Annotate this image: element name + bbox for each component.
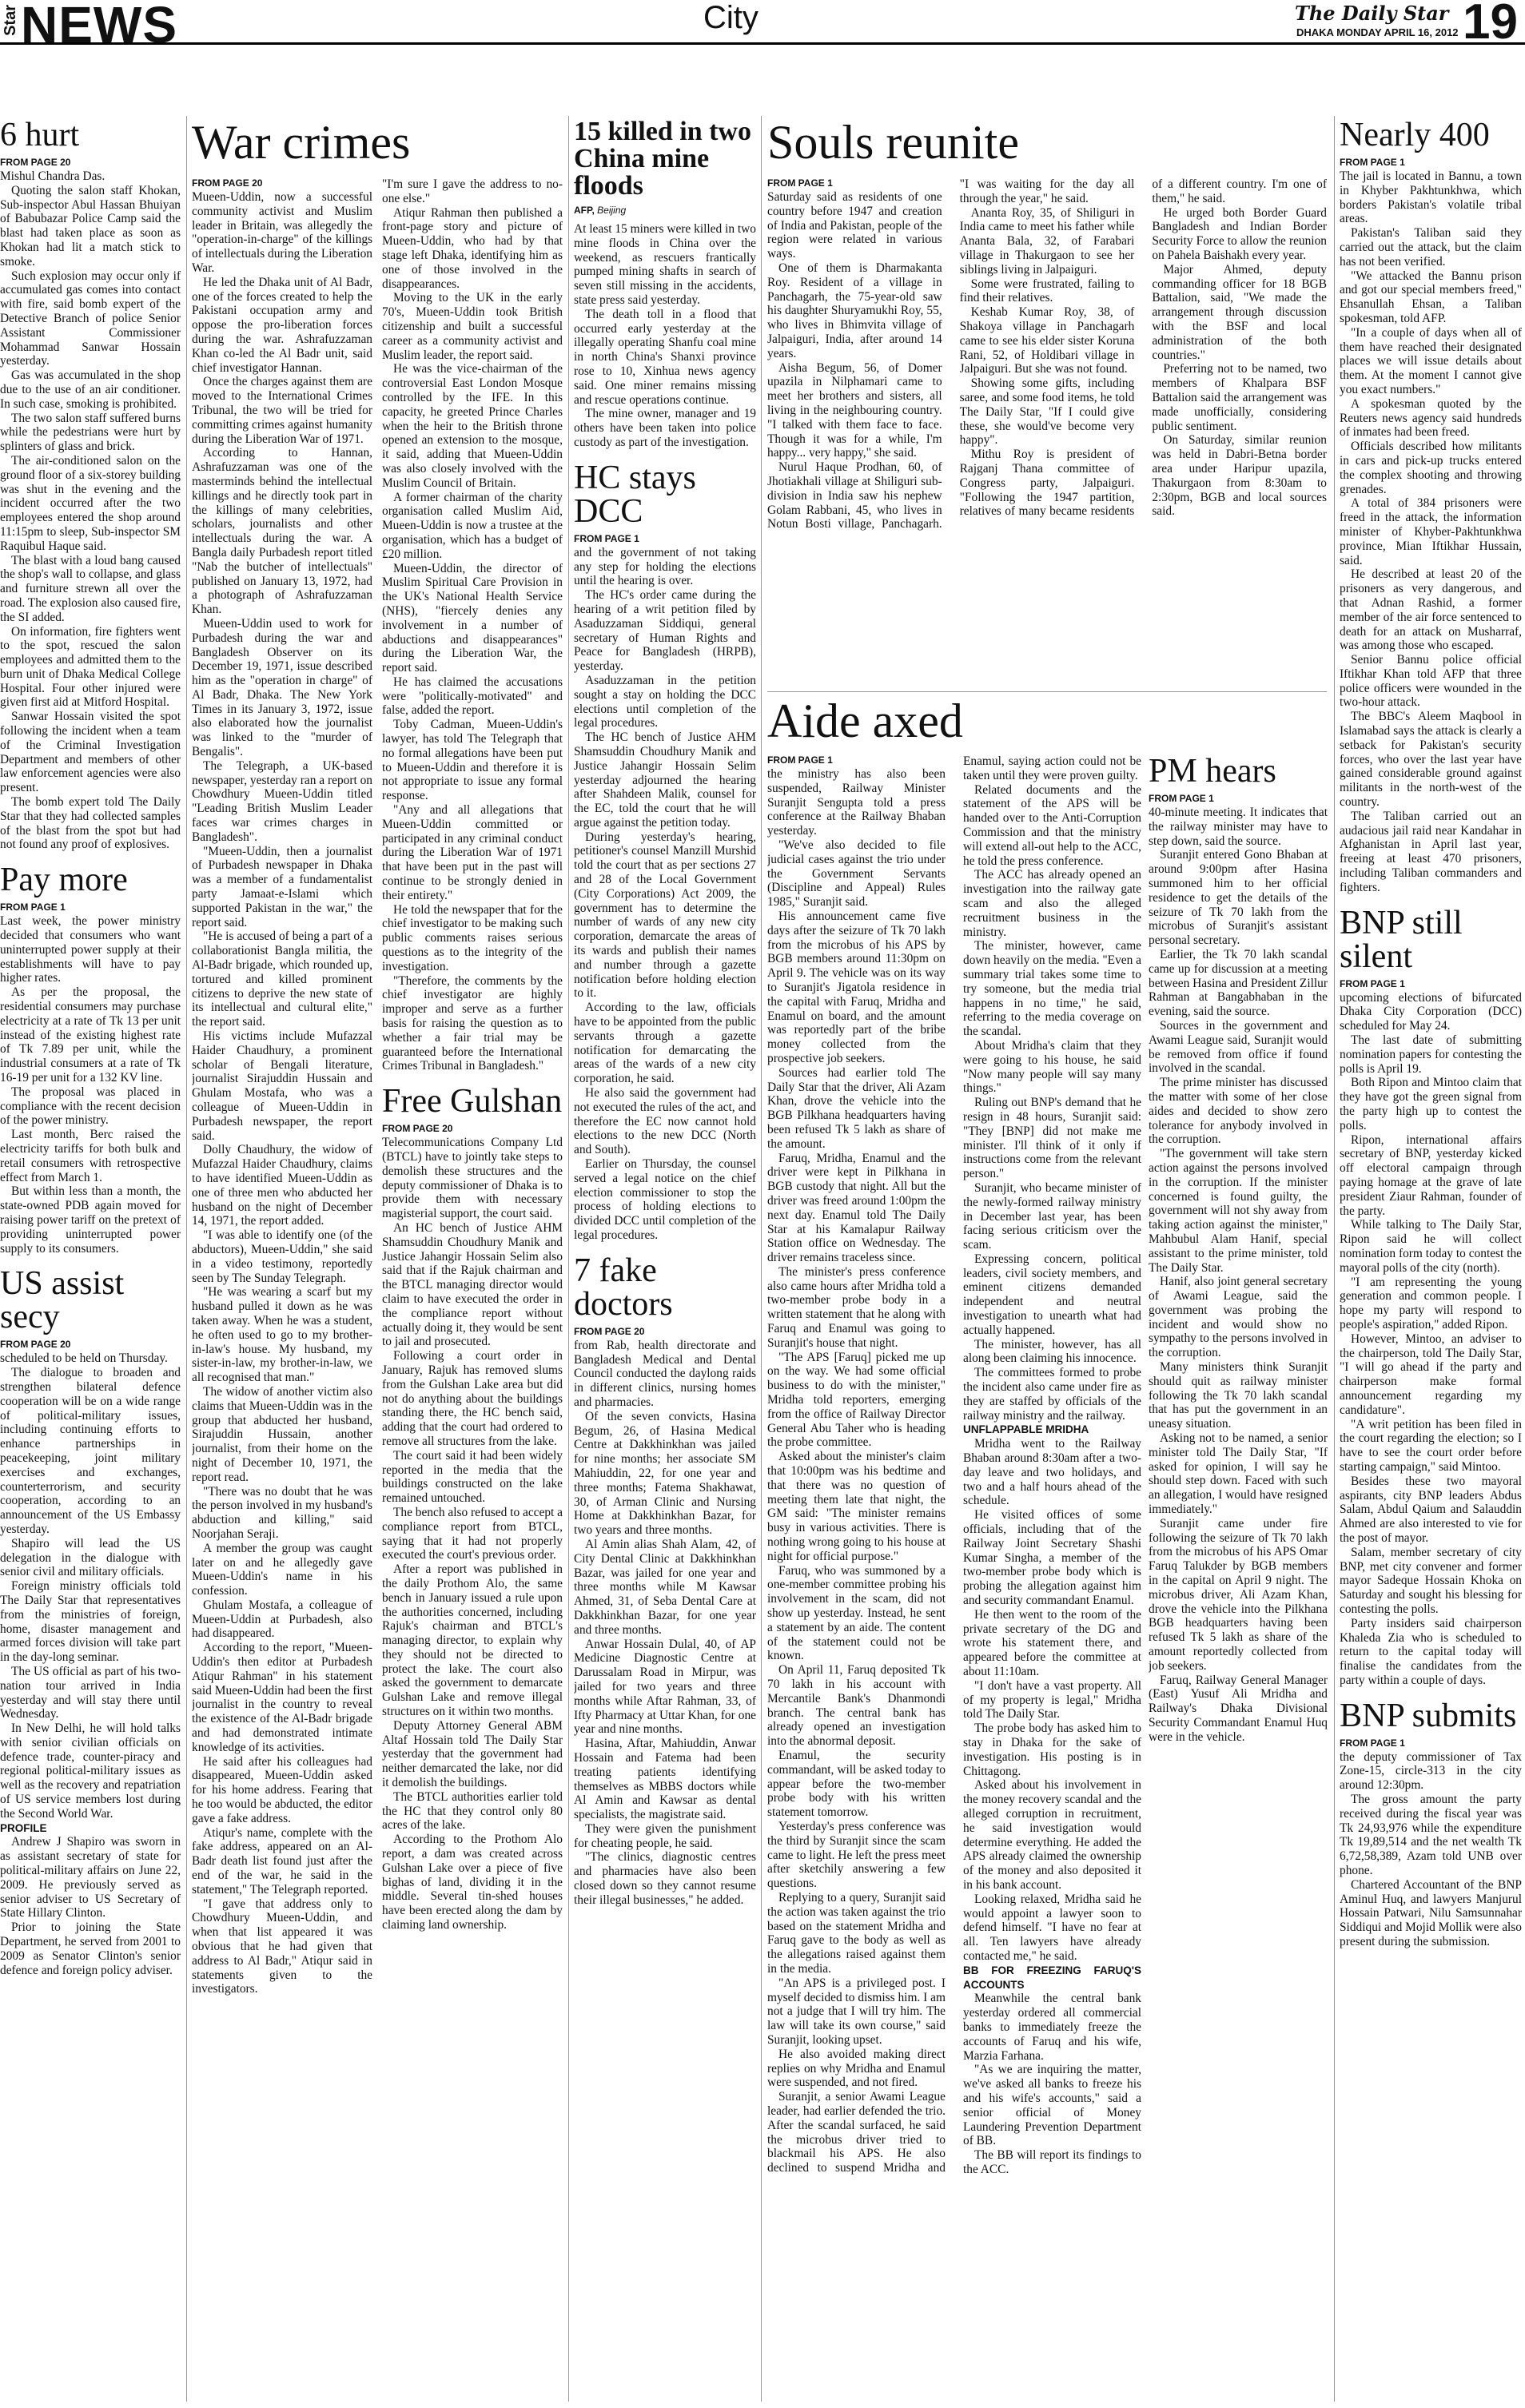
paragraph: He visited offices of some officials, including that of the Railway Joint Secretary Shashi Kumar Singha, a member of the two-member probe body which is probing the allegation against him and security commandant Enamul. [963, 1508, 1141, 1608]
paragraph: Telecommunications Company Ltd (BTCL) have to jointly take steps to demolish these structures and the deputy commissioner of Dhaka is to provide them with necessary magisterial support, the court said. [382, 1136, 563, 1221]
paragraph: Senior Bannu police official Iftikhar Khan told AFP that three police officers were wounded in the two-hour attack. [1340, 653, 1522, 710]
paragraph: Faruq, Railway General Manager (East) Yusuf Ali Mridha and Railway's Dhaka Divisional Security Commandant Enamul Huq were in the vehicle. [1149, 1673, 1328, 1744]
paragraph: Atiqur Rahman then published a front-page story and picture of Mueen-Uddin, who had by that stage left Dhaka, identifying him as one of those involved in the disappearances. [382, 205, 563, 291]
paragraph: Gas was accumulated in the shop due to the use of an air conditioner. In such case, smoking is prohibited. [0, 368, 181, 411]
paragraph: upcoming elections of bifurcated Dhaka City Corporation (DCC) scheduled for May 24. [1340, 990, 1522, 1033]
paragraph: "We attacked the Bannu prison and got our special members freed," Ehsanullah Ehsan, a Taliban spokesman, told AFP. [1340, 269, 1522, 325]
paragraph: The minister, however, has all along been claiming his innocence. [963, 1337, 1141, 1366]
paragraph: Preferring not to be named, two members of Khalpara BSF Battalion said the arrangement was made unofficially, considering public sentiment. [1152, 362, 1327, 433]
jump-line: FROM PAGE 1 [0, 902, 66, 913]
paragraph: Earlier on Thursday, the counsel served a legal notice on the chief election commissioner to stop the process of holding elections to divided DCC until completion of the legal procedures. [574, 1157, 756, 1242]
paragraph: and the government of not taking any step for holding the elections until the hearing is over. [574, 545, 756, 588]
paragraph: Party insiders said chairperson Khaleda Zia who is scheduled to return to the capital today will finalise the candidates from the party within a couple of days. [1340, 1616, 1522, 1687]
paragraph: "Any and all allegations that Mueen-Uddin committed or participated in any criminal conduct during the Liberation War of 1971 that have been put in the past will continue to be strongly denied in their entirety." [382, 803, 563, 902]
paragraph: The minister's press conference also came hours after Mridha told a two-member probe body in a written statement that he along with Faruq and Enamul was going to Suranjit's house that night. [767, 1264, 946, 1350]
headline: Pay more [0, 862, 128, 899]
paragraph: Mueen-Uddin, now a successful community activist and Muslim leader in Britain, was allegedly the "operation-in-charge" of the killings of intellectuals during the Liberation War. [192, 190, 372, 275]
story-souls-reunite [767, 177, 1327, 531]
paragraph: The dialogue to broaden and strengthen bilateral defence cooperation will be on a wide range of political-military issues, including continuing efforts to enhance partnerships in peacekeeping, joint military exercises and exchanges, counterterrorism, and security cooperation, according to an announcement of the US Embassy yesterday. [0, 1366, 181, 1536]
paragraph: "I'm sure I gave the address to no-one else." [382, 177, 563, 205]
paragraph: Such explosion may occur only if accumulated gas comes into contact with fire, said bomb expert of the Detective Branch of police Senior Assistant Commissioner Mohammad Sanwar Hossain yesterday. [0, 269, 181, 368]
paragraph: On information, fire fighters went to the spot, rescued the salon employees and admitted them to the burn unit of Dhaka Medical College Hospital. Four other injured were given first aid at Mitford Hospital. [0, 624, 181, 710]
byline [574, 205, 756, 216]
paragraph: Following a court order in January, Rajuk has removed slums from the Gulshan Lake area but did not do anything about the buildings standing there, the HC bench said, adding that the court had ordered to remove all structures from the lake. [382, 1349, 563, 1448]
paragraph: Suranjit came under fire following the seizure of Tk 70 lakh from the microbus of his APS Omar Faruq Talukder by BGB members in the capital on April 9 night. The microbus driver, Ali Azam Khan, drove the vehicle into the Pilkhana BGB headquarters having been refused Tk 5 lakh as share of the amount reportedly collected from job seekers. [1149, 1516, 1328, 1673]
paragraph: BB FOR FREEZING FARUQ'S ACCOUNTS [963, 1964, 1141, 1991]
story-7-fake-doctors [574, 1254, 756, 1908]
column-rule [186, 116, 187, 2402]
paragraph: Ripon, international affairs secretary of BNP, yesterday kicked off electoral campaign through paying homage at the grave of late president Ziaur Rahman, founder of the party. [1340, 1132, 1522, 1218]
jump-line: FROM PAGE 1 [1340, 977, 1405, 989]
paragraph: Andrew J Shapiro was sworn in as assistant secretary of state for political-military affairs on June 22, 2009. He previously served as senior adviser to US Secretary of State Hillary Clinton. [0, 1835, 181, 1920]
column-7 [1149, 754, 1328, 2404]
paragraph: The HC's order came during the hearing of a writ petition filed by Asaduzzaman Siddiqui, general secretary of Human Rights and Peace for Bangladesh (HRPB), yesterday. [574, 588, 756, 674]
paragraph: Mithu Roy is president of Rajganj Thana committee of Congress party, Jalpaiguri. "Following the 1947 partition, relatives of many became residents of a different country. I'm one of them," he said. [959, 177, 1327, 519]
paragraph: Major Ahmed, deputy commanding officer for 18 BGB Battalion, said, "We made the arrangement through discussion with the BSF and local administration of the both countries." [1152, 262, 1327, 362]
paragraph: However, Mintoo, an adviser to the chairperson, told The Daily Star, "I will go ahead if the party and chairperson make formal announcement regarding my candidature". [1340, 1331, 1522, 1417]
paragraph: Besides these two mayoral aspirants, city BNP leaders Abdus Salam, Abdul Qaium and Salauddin Ahmed are also interested to vie for the post of mayor. [1340, 1474, 1522, 1545]
paragraph: Quoting the salon staff Khokan, Sub-inspector Abul Hassan Bhuiyan of Babubazar Police Camp said the blast had taken place as soon as Khokan had lit a match stick to smoke. [0, 183, 181, 269]
paragraph: the ministry has also been suspended, Railway Minister Suranjit Sengupta told a press conference at the Railway Bhaban yesterday. [767, 767, 946, 838]
paragraph: from Rab, health directorate and Bangladesh Medical and Dental Council conducted the daylong raids in different clinics, nursing homes and pharmacies. [574, 1338, 756, 1409]
paragraph: The proposal was placed in compliance with the recent decision of the power ministry. [0, 1085, 181, 1128]
paragraph: The blast with a loud bang caused the shop's wall to collapse, and glass and furniture strewn all over the road. The explosion also caused fire, the SI added. [0, 553, 181, 624]
headline: PM hears [1149, 754, 1276, 790]
paragraph: Replying to a query, Suranjit said the action was taken against the trio based on the statement Mridha and Faruq gave to the body as well as the allegations raised against them in the media. [767, 1890, 946, 1976]
paragraph: Dolly Chaudhury, the widow of Mufazzal Haider Chaudhury, claims to have identified Mueen-Uddin as one of three men who abducted her husband on the night of December 14, 1971, the report added. [192, 1143, 372, 1228]
paragraph: During yesterday's hearing, petitioner's counsel Manzill Murshid told the court that as per sections 27 and 28 of the Local Government (City Corporations) Act 2009, the government has to determine the number of wards of any new city corporation, demarcate the areas of its wards and publish their names and number through a gazette notification before holding election to it. [574, 830, 756, 1001]
jump-line: FROM PAGE 1 [1340, 157, 1405, 168]
paragraph: "Mueen-Uddin, then a journalist of Purbadesh newspaper in Dhaka was a member of a fundamentalist party Jamaat-e-Islami which supported Pakistan in the war," the report said. [192, 844, 372, 929]
paragraph: "He was wearing a scarf but my husband pulled it down as he was taken away. When he was a student, he often used to go to my brother-in-law's house. My husband, my sister-in-law, my brother-in-law, we all recognised that man." [192, 1285, 372, 1385]
column-2 [192, 177, 372, 2407]
paragraph: PROFILE [0, 1821, 47, 1834]
paragraph: Saturday said as residents of one country before 1947 and creation of India and Pakistan, people of the region were related in various ways. [767, 190, 942, 261]
paragraph: UNFLAPPABLE MRIDHA [963, 1423, 1089, 1436]
paragraph: Prior to joining the State Department, he served from 2001 to 2009 as Senator Clinton's senior defence and foreign policy adviser. [0, 1920, 181, 1977]
paragraph: Hanif, also joint general secretary of Awami League, said the government was probing the incident and would show no sympathy to the persons involved in the corruption. [1149, 1275, 1328, 1360]
paragraph: Atiqur's name, complete with the fake address, appeared on an Al-Badr death list found just after the end of the war, he said in the statement," The Telegraph reported. [192, 1825, 372, 1897]
paragraph: Mishul Chandra Das. [0, 169, 106, 183]
paragraph: 40-minute meeting. It indicates that the railway minister may have to step down, said the source. [1149, 806, 1328, 848]
paragraph: The BTCL authorities earlier told the HC that they control only 80 acres of the lake. [382, 1789, 563, 1833]
paragraph: the deputy commissioner of Tax Zone-15, circle-313 in the city around 12:30pm. [1340, 1749, 1522, 1793]
paragraph: "I gave that address only to Chowdhury Mueen-Uddin, and when that list appeared it was obvious that he had given that address to Al Badr," Atiqur said in statements given to the investigators. [192, 1897, 372, 1996]
paragraph: The air-conditioned salon on the ground floor of a six-storey building was shut in the evening and the incident occurred after the two employees entered the shop around 11:15pm to sleep, Sub-inspector SM Raquibul Haque said. [0, 453, 181, 553]
jump-line: FROM PAGE 20 [0, 157, 71, 168]
paragraph: After a report was published in the daily Prothom Alo, the same bench in January issued a rule upon the authorities concerned, including Rajuk's chairman and BTCL's managing director, to explain why they should not be directed to protect the lake. The court also asked the government to demarcate Gulshan Lake and remove illegal structures on it within two months. [382, 1562, 563, 1719]
divider [767, 691, 1327, 692]
paragraph: Meanwhile the central bank yesterday ordered all commercial banks to immediately freeze the accounts of Faruq and his wife, Marzia Farhana. [963, 1992, 1141, 2063]
paragraph: A total of 384 prisoners were freed in the attack, the information minister of Khyber-Pakhtunkhwa province, Mian Iftikhar Hussain, said. [1340, 496, 1522, 567]
paragraph: On April 11, Faruq deposited Tk 70 lakh in his account with Mercantile Bank's Dhanmondi branch. The central bank has already opened an investigation into the abnormal deposit. [767, 1663, 946, 1749]
paragraph: scheduled to be held on Thursday. [0, 1351, 168, 1366]
aide-axed-columns [767, 754, 1141, 2404]
column-rule [1334, 116, 1335, 2402]
paragraph: An HC bench of Justice AHM Shamsuddin Choudhury Manik and Justice Jahangir Hossain Selim also said that if the Rajuk chairman and the BTCL managing director would claim to have executed the order in the compliance report without actually doing it, they would be sent to jail and prosecuted. [382, 1220, 563, 1349]
paragraph: Ananta Roy, 35, of Shiliguri in India came to meet his father while Ananta Bala, 32, of Farabari village in Thakurgaon to see her siblings living in Jalpaiguri. [959, 205, 1135, 277]
column-3 [382, 177, 563, 2407]
paragraph: The committees formed to probe the incident also came under fire as they are staffed by officials of the railway ministry and the railway. [963, 1366, 1141, 1423]
story-hc-stays-dcc [574, 461, 756, 1243]
paragraph: According to the report, "Mueen-Uddin's then editor at Purbadesh Atiqur Rahman" in his statement said Mueen-Uddin had been the first journalist in the country to reveal the existence of the Al-Badr brigade and had demonstrated intimate knowledge of its activities. [192, 1641, 372, 1754]
paragraph: He told the newspaper that for the chief investigator to be making such public comments raises serious questions as to the integrity of the investigation. [382, 902, 563, 973]
headline: HC stays DCC [574, 459, 696, 530]
paragraph: The widow of another victim also claims that Mueen-Uddin was in the group that abducted her husband, Sirajuddin Hussain, another journalist, from their home on the night of December 10, 1971, the report read. [192, 1384, 372, 1484]
paragraph: They were given the punishment for cheating people, he said. [574, 1821, 756, 1850]
paragraph: Some were frustrated, failing to find their relatives. [959, 277, 1135, 305]
paragraph: "Therefore, the comments by the chief investigator are highly improper and serve as a further basis for raising the question as to whether a fair trial may be guaranteed before the International Crimes Tribunal in Bangladesh." [382, 973, 563, 1073]
paragraph: "I was able to identify one (of the abductors), Mueen-Uddin," she said in a video testimony, reportedly seen by The Sunday Telegraph. [192, 1228, 372, 1285]
paragraph: His announcement came five days after the seizure of Tk 70 lakh from the microbus of his APS by BGB members around 11:30pm on April 9. The vehicle was on its way to Suranjit's Jigatola residence in the capital with Faruq, Mridha and Enamul on board, and the amount was reportedly part of the bribe money collected from the prospective job seekers. [767, 909, 946, 1065]
jump-line: FROM PAGE 20 [0, 1339, 71, 1351]
paragraph: Expressing concern, political leaders, civil society members, and eminent citizens demanded independent and neutral investigation to unearth what had actually happened. [963, 1252, 1141, 1337]
paragraph: Nurul Haque Prodhan, 60, of Jhotiakhali village at Shiliguri sub-division in India saw his nephew Golam Rabbani, 45, who lives in Notun Bosti village, Panchagarh. "I was waiting for the day all through the year," he said. [767, 177, 1135, 531]
headline: Free Gulshan [382, 1083, 563, 1120]
jump-line: FROM PAGE 20 [382, 1123, 453, 1135]
paragraph: In New Delhi, he will hold talks with senior civilian officials on defence trade, counter-piracy and regional political-military issues as well as the recovery and repatriation of US service members lost during the Second World War. [0, 1721, 181, 1821]
paragraph: Asked about his involvement in the money recovery scandal and the alleged corruption in recruitment, he said investigation would determine everything. He added the APS already claimed the ownership of the money and also deposited it in his bank account. [963, 1778, 1141, 1892]
paragraph: "The government will take stern action against the persons involved in the corruption. If the minister concerned is found guilty, the government will not shy away from taking action against the minister," Mahbubul Alam Hanif, special assistant to the prime minister, told The Daily Star. [1149, 1147, 1328, 1275]
paragraph: One of them is Dharmakanta Roy. Resident of a village in Panchagarh, the 75-year-old saw his daughter Shuryamukhi Roy, 55, who lives in Bhimvita village of Jalpaiguri, India, after around 14 years. [767, 261, 942, 360]
story-war-crimes-part1 [192, 177, 372, 1996]
story-nearly-400 [1340, 118, 1522, 895]
paragraph: "As we are inquiring the matter, we've asked all banks to freeze his and his wife's accounts," said a senior official of Money Laundering Prevention Department of BB. [963, 2063, 1141, 2148]
headline: Nearly 400 [1340, 118, 1490, 153]
paragraph: Sources in the government and Awami League said, Suranjit would be removed from office if found involved in the scandal. [1149, 1018, 1328, 1076]
paragraph: While talking to The Daily Star, Ripon said he will collect nomination form today to contest the mayoral polls of the city (north). [1340, 1218, 1522, 1275]
paragraph: The gross amount the party received during the fiscal year was Tk 24,93,976 while the expenditure Tk 19,89,514 and the net wealth Tk 6,72,58,389, Azam told UNB over phone. [1340, 1793, 1522, 1878]
paragraph: Moving to the UK in the early 70's, Mueen-Uddin took British citizenship and built a successful career as a community activist and Muslim leader, the report said. [382, 291, 563, 362]
story-bnp-submits [1340, 1699, 1522, 1949]
paragraph: The Taliban carried out an audacious jail raid near Kandahar in Afghanistan in April last year, freeing at least 470 prisoners, including Taliban commanders and fighters. [1340, 809, 1522, 894]
byline-agency: AFP, [574, 205, 595, 216]
paragraph: "In a couple of days when all of them have reached their designated places we will issue details about them. At the moment I cannot give you exact numbers." [1340, 325, 1522, 396]
brand-small: Star [2, 5, 19, 36]
page-number: 19 [1463, 0, 1518, 50]
paragraph: "The APS [Faruq] picked me up on the way. We had some official business to do with the minister," Mridha told reporters, emerging from the office of Railway Director General Abu Taher who is heading the probe committee. [767, 1350, 946, 1450]
paragraph: "There was no doubt that he was the person involved in my husband's abduction and killing," said Noorjahan Seraji. [192, 1484, 372, 1541]
masthead [0, 0, 1525, 54]
jump-line: FROM PAGE 1 [1340, 1737, 1405, 1749]
jump-line: FROM PAGE 20 [192, 177, 263, 189]
paragraph: Foreign ministry officials told The Daily Star that representatives from the ministries of foreign, home, disaster management and armed forces division will take part in the day-long seminar. [0, 1579, 181, 1665]
paragraph: Officials described how militants in cars and pick-up trucks entered the complex shooting and throwing grenades. [1340, 440, 1522, 496]
paragraph: According to the Prothom Alo report, a dam was created across Gulshan Lake over a piece of five bighas of land, dividing it in the middle. Several tin-shed houses have been erected along the dam by claiming land ownership. [382, 1833, 563, 1932]
paragraph: The Telegraph, a UK-based newspaper, yesterday ran a report on Chowdhury Mueen-Uddin titled "Leading British Muslim Leader faces war crimes charges in Bangladesh". [192, 758, 372, 844]
headline: Souls reunite [767, 118, 1019, 169]
headline: BNP submits [1340, 1697, 1517, 1734]
paragraph: Suranjit, a senior Awami League leader, had earlier defended the trio. After the scandal surfaced, he said the microbus driver tried to blackmail his APS. He also declined to suspend Mridha and Enamul, saying action could not be taken until they were proven guilty. [767, 754, 1141, 2175]
jump-line: FROM PAGE 1 [767, 754, 833, 766]
paragraph: Anwar Hossain Dulal, 40, of AP Medicine Diagnostic Centre at Darussalam Road in Mirpur, was jailed for two years and three months while Aftar Rahman, 33, of Ifty Pharmacy at Uttar Khan, for one year and nine months. [574, 1637, 756, 1737]
paragraph: The HC bench of Justice AHM Shamsuddin Choudhury Manik and Justice Jahangir Hossain Selim yesterday adjourned the hearing after Shahdeen Malik, counsel for the EC, told the court that he will argue against the petition today. [574, 730, 756, 830]
paragraph: He then went to the room of the private secretary of the DG and wrote his statement there, and appeared before the committee at about 11:10am. [963, 1607, 1141, 1678]
story-pm-hears [1149, 754, 1328, 1745]
paper-name: The Daily Star [1295, 2, 1449, 25]
story-aide-axed [767, 754, 1141, 2177]
paragraph: Pakistan's Taliban said they carried out the attack, but the claim has not been verified. [1340, 226, 1522, 269]
story-us-assist-secy [0, 1267, 181, 1977]
paragraph: Both Ripon and Mintoo claim that they have got the green signal from the party high up to contest the polls. [1340, 1076, 1522, 1132]
paragraph: The two salon staff suffered burns while the pedestrians were hurt by splinters of glass and brick. [0, 411, 181, 454]
dateline: DHAKA MONDAY APRIL 16, 2012 [1296, 26, 1459, 38]
story-war-crimes-part2 [382, 177, 563, 1073]
paragraph: Sources had earlier told The Daily Star that the driver, Ali Azam Khan, drove the vehicle into the BGB Pilkhana headquarters having been refused Tk 5 lakh as share of the amount. [767, 1065, 946, 1151]
paragraph: Suranjit, who became minister of the newly-formed railway ministry in December last year, has been facing serious criticism over the scam. [963, 1180, 1141, 1252]
paragraph: The ACC has already opened an investigation into the railway gate scam and also the alleged recruitment business in the ministry. [963, 868, 1141, 939]
paragraph: At least 15 miners were killed in two mine floods in China over the weekend, as rescuers frantically pumped mining shafts in search of seven still missing in the accidents, state press said yesterday. [574, 222, 756, 307]
paragraph: Deputy Attorney General ABM Altaf Hossain told The Daily Star yesterday that the government had neither demarcated the lake, nor did it demolish the buildings. [382, 1718, 563, 1790]
paragraph: Asaduzzaman in the petition sought a stay on holding the DCC elections until completion of the legal procedures. [574, 673, 756, 730]
paragraph: The minister, however, came down heavily on the media. "Even a summary trial takes some time to try someone, but the media trial happens in no time," he said, referring to the media coverage on the scandal. [963, 939, 1141, 1039]
paragraph: He led the Dhaka unit of Al Badr, one of the forces created to help the Pakistani occupation army and oppose the pro-liberation forces during the war. Ashrafuzzaman Khan co-led the Al Badr unit, said chief investigator Hannan. [192, 275, 372, 375]
paragraph: "I don't have a vast property. All of my property is legal," Mridha told The Daily Star. [963, 1678, 1141, 1721]
paragraph: The mine owner, manager and 19 others have been taken into police custody as part of the investigation. [574, 407, 756, 449]
paragraph: Shapiro will lead the US delegation in the dialogue with senior civil and military officials. [0, 1536, 181, 1579]
paragraph: "I am representing the young generation and common people. I hope my party will respond to people's aspiration," added Ripon. [1340, 1275, 1522, 1331]
paragraph: Suranjit entered Gono Bhaban at around 9:00pm after Hasina summoned him to her official residence to get the details of the seizure of Tk 70 lakh from the microbus of Suranjit's assistant personal secretary. [1149, 848, 1328, 948]
headline: War crimes [192, 118, 411, 169]
paragraph: His victims include Mufazzal Haider Chaudhury, a prominent scholar of Bengali literature, journalist Sirajuddin Hussain and Ghulam Mostafa, who was a colleague of Mueen-Uddin in Purbadesh newspaper, the report said. [192, 1029, 372, 1143]
paragraph: According to Hannan, Ashrafuzzaman was one of the masterminds behind the intellectual killings and he directly took part in the killings of many celebrities, scholars, journalists and other intellectuals during the war. A Bangla daily Purbadesh report titled "Nab the butcher of intellectuals" published on January 13, 1972, had a photograph of Ashrafuzzaman Khan. [192, 446, 372, 617]
paragraph: The last date of submitting nomination papers for contesting the polls is April 19. [1340, 1033, 1522, 1076]
paragraph: Of the seven convicts, Hasina Begum, 26, of Hasina Medical Centre at Dakkhinkhan was jailed for nine months; her associate SM Mahiuddin, 22, for one year and three months; Fatema Shakhawat, 30, of Arman Clinic and Nursing Home at Dakkhinkhan Bazar, for two years and three months. [574, 1409, 756, 1538]
paragraph: Chartered Accountant of the BNP Aminul Huq, and lawyers Manjurul Hossain Patwari, Nilu Samsunnahar Siddiqui and Mojid Mollik were also present during the submission. [1340, 1877, 1522, 1949]
story-pay-more [0, 863, 181, 1256]
paragraph: The BB will report its findings to the ACC. [963, 2148, 1141, 2176]
column-4 [574, 118, 756, 2404]
paragraph: Faruq, Mridha, Enamul and the driver were kept in Pilkhana in BGB custody that night. All but the driver was freed around 1:00pm the next day. Enamul told The Daily Star at his Kamalapur Railway Station office on Wednesday. The driver remains traceless since. [767, 1151, 946, 1265]
paragraph: But within less than a month, the state-owned PDB again moved for raising power tariff on the pretext of providing uninterrupted power supply to its consumers. [0, 1184, 181, 1256]
headline: 7 fake doctors [574, 1252, 673, 1323]
souls-reunite-head [767, 118, 1327, 182]
paragraph: A member the group was caught later on and he allegedly gave Mueen-Uddin's name in his confession. [192, 1541, 372, 1598]
paragraph: A spokesman quoted by the Reuters news agency said hundreds of inmates had been freed. [1340, 396, 1522, 440]
paragraph: Hasina, Aftar, Mahiuddin, Anwar Hossain and Fatema had been treating patients identifying themselves as MBBS doctors while Al Amin and Kawsar as dental specialists, the magistrate said. [574, 1737, 756, 1822]
paragraph: Many ministers think Suranjit should quit as railway minister following the Tk 70 lakh scandal that has put the government in an uneasy situation. [1149, 1360, 1328, 1431]
jump-line: FROM PAGE 1 [767, 177, 833, 189]
jump-line: FROM PAGE 1 [1149, 793, 1214, 804]
paragraph: The BBC's Aleem Maqbool in Islamabad says the attack is clearly a setback for Pakistan's security forces, who over the last year have gained considerable ground against militants in the north-west of the country. [1340, 710, 1522, 810]
paragraph: Salam, member secretary of city BNP, met city convener and former mayor Sadeque Hossain Khoka on Saturday and sought his blessing for contesting the polls. [1340, 1545, 1522, 1616]
paragraph: Once the charges against them are moved to the International Crimes Tribunal, the two will be tried for committing crimes against humanity during the Liberation War of 1971. [192, 375, 372, 446]
paragraph: A former chairman of the charity organisation called Muslim Aid, Mueen-Uddin is now a trustee at the organisation, which has a budget of £20 million. [382, 490, 563, 561]
paragraph: About Mridha's claim that they were going to his house, he said "Now many people will say many things." [963, 1038, 1141, 1096]
column-rule [761, 116, 762, 2402]
headline: BNP still silent [1340, 904, 1463, 975]
byline-place: Beijing [597, 205, 627, 216]
paragraph: Mridha went to the Railway Bhaban around 8:30am after a two-day leave and two holidays, and two and a half hours ahead of the schedule. [963, 1437, 1141, 1508]
paragraph: The prime minister has discussed the matter with some of her close aides and decided to show zero tolerance for anybody involved in the corruption. [1149, 1076, 1328, 1147]
paragraph: Mueen-Uddin used to work for Purbadesh during the war and Bangladesh Observer on its December 19, 1971, issue described him as the "operation in charge" of Al Badr, Dhaka. The New York Times in its January 3, 1972, issue also elaborated how the journalist was linked to the "murder of Bengalis". [192, 616, 372, 759]
section-title: NEWS [21, 0, 177, 54]
aide-axed-head [767, 697, 1327, 753]
column-rule [568, 116, 569, 2402]
paragraph: Showing some gifts, including saree, and some food items, he told The Daily Star, "If I could give these, she would've become very happy". [959, 376, 1135, 448]
paragraph: According to the law, officials have to be appointed from the public servants through a gazette notification for demarcating the areas of the wards of a new city corporation, he said. [574, 1001, 756, 1086]
paragraph: He also said the government had not executed the rules of the act, and therefore the EC now cannot hold elections to the new DCC (North and South). [574, 1086, 756, 1157]
headline: Aide axed [767, 697, 963, 747]
jump-line: FROM PAGE 20 [574, 1325, 645, 1337]
paragraph: He was the vice-chairman of the controversial East London Mosque controlled by the IFE. In this capacity, he greeted Prince Charles when the heir to the British throne opened an extension to the mosque, it said, adding that Mueen-Uddin was also closely involved with the Muslim Council of Britain. [382, 362, 563, 490]
story-bnp-still-silent [1340, 906, 1522, 1688]
story-free-gulshan [382, 1085, 563, 1932]
paragraph: Enamul, the security commandant, will be asked today to appear before the two-member probe body with his written statement tomorrow. [767, 1748, 946, 1820]
paragraph: He also avoided making direct replies on why Mridha and Enamul were suspended, and not fired. [767, 2047, 946, 2090]
paragraph: Ruling out BNP's demand that he resign in 48 hours, Suranjit said: "They [BNP] did not make me minister. I'll think of it only if instructions come from the relevant person." [963, 1096, 1141, 1181]
paragraph: "An APS is a privileged post. I myself decided to dismiss him. I am not a judge that I will try him. The law will take its own course," said Suranjit, looking upset. [767, 1976, 946, 2047]
paragraph: Mueen-Uddin, the director of Muslim Spiritual Care Provision in the UK's National Health Service (NHS), "fiercely denies any involvement in a number of abductions and disappearances" during the Liberation War, the report said. [382, 561, 563, 675]
paragraph: The bomb expert told The Daily Star that they had collected samples of the blast from the spot but had not found any proof of explosives. [0, 795, 181, 852]
paragraph: Sanwar Hossain visited the spot following the incident when a team of the Criminal Investigation Department and members of other law enforcement agencies were also present. [0, 710, 181, 795]
souls-reunite-columns [767, 177, 1327, 685]
paragraph: He said after his colleagues had disappeared, Mueen-Uddin asked for his home address. Fearing that he too would be abducted, the editor gave a fake address. [192, 1754, 372, 1825]
story-6-hurt [0, 118, 181, 852]
column-1 [0, 118, 181, 2404]
paragraph: On Saturday, similar reunion was held in Dabri-Betna border area under Haripur upazila, Thakurgaon from 8:30am to 2:30pm, BGB and local sources said. [1152, 433, 1327, 519]
headline: 15 killed in two China mine floods [574, 118, 751, 201]
paragraph: Last month, Berc raised the electricity tariffs for both bulk and retail consumers with retrospective effect from March 1. [0, 1128, 181, 1184]
paragraph: He urged both Border Guard Bangladesh and Indian Border Security Force to allow the reunion on Pahela Baishakh every year. [1152, 205, 1327, 262]
paragraph: "A writ petition has been filed in the court regarding the election; so I have to see the court order before starting campaign," said Mintoo. [1340, 1417, 1522, 1474]
headline: US assist secy [0, 1265, 125, 1336]
paragraph: Earlier, the Tk 70 lakh scandal came up for discussion at a meeting between Hasina and President Zillur Rahman at Bangabhaban in the evening, said the source. [1149, 947, 1328, 1019]
paragraph: The probe body has asked him to stay in Dhaka for the sake of investigation. His posting is in Chittagong. [963, 1721, 1141, 1778]
paragraph: The bench also refused to accept a compliance report from BTCL, saying that it had not properly executed the court's previous order. [382, 1505, 563, 1562]
headline: 6 hurt [0, 118, 80, 153]
paragraph: Looking relaxed, Mridha said he would appoint a lawyer soon to defend himself. "I have no fear at all. Ten lawyers have already contacted me," he said. [963, 1892, 1141, 1963]
paragraph: "We've also decided to file judicial cases against the trio under the Government Servants (Discipline and Appeal) Rules 1985," Suranjit said. [767, 838, 946, 909]
paragraph: Faruq, who was summoned by a one-member committee probing his involvement in the scam, did not show up yesterday. Instead, he sent a statement by an aide. The content of the statement could not be known. [767, 1563, 946, 1663]
paragraph: Asked about the minister's claim that 10:00pm was his bedtime and that there was no question of meeting them late that night, the GM said: "The minister remains busy in various activities. There is nothing wrong going to his house at night for official purpose." [767, 1450, 946, 1563]
paragraph: He described at least 20 of the prisoners as very dangerous, and that Adnan Rashid, a former member of the air force sentenced to death for an attack on Musharraf, was among those who escaped. [1340, 567, 1522, 653]
paragraph: The court said it had been widely reported in the media that the buildings constructed on the lake remained untouched. [382, 1448, 563, 1506]
paragraph: Keshab Kumar Roy, 38, of Shakoya village in Panchagarh came to see his elder sister Koruna Rani, 52, of Holdibari village in Jalpaiguri. But she was not found. [959, 305, 1135, 376]
paragraph: He has claimed the accusations were "politically-motivated" and false, added the report. [382, 675, 563, 718]
paragraph: Ghulam Mostafa, a colleague of Mueen-Uddin at Purbadesh, also had disappeared. [192, 1598, 372, 1641]
paragraph: "The clinics, diagnostic centres and pharmacies have also been closed down so they cannot resume their illegal businesses," he added. [574, 1850, 756, 1907]
paragraph: As per the proposal, the residential consumers may purchase electricity at a rate of Tk 13 per unit instead of the existing highest rate of Tk 7.89 per unit, while the industrial consumers at a rate of Tk 16-19 per unit for a 132 KV line. [0, 985, 181, 1085]
section-name-city: City [703, 0, 759, 35]
paragraph: "He is accused of being a part of a collaborationist Bangla militia, the Al-Badr brigade, which rounded up, tortured and killed prominent citizens to deprive the new state of its intellectual and cultural elite," the report said. [192, 929, 372, 1029]
paragraph: Al Amin alias Shah Alam, 42, of City Dental Clinic at Dakkhinkhan Bazar, was jailed for one year and three months while M Kawsar Ahmed, 31, of Seba Dental Care at Dakkhinkhan Bazar, for one year and three months. [574, 1537, 756, 1637]
paragraph: Toby Cadman, Mueen-Uddin's lawyer, has told The Telegraph that no formal allegations have been put to Mueen-Uddin and therefore it is not appropriate to issue any formal response. [382, 718, 563, 803]
paragraph: Yesterday's press conference was the third by Suranjit since the scam came to light. He left the press meet after sketchily answering a few questions. [767, 1819, 946, 1891]
paragraph: The jail is located in Bannu, a town in Khyber Pakhtunkhwa, which borders Pakistan's volatile tribal areas. [1340, 169, 1522, 226]
column-8 [1340, 118, 1522, 2404]
story-china-mine [574, 118, 756, 450]
paragraph: The death toll in a flood that occurred early yesterday at the illegally operating Shanfu coal mine in north China's Shanxi province rose to 10, Xinhua news agency said. One miner remains missing and rescue operations continue. [574, 307, 756, 407]
paragraph: Aisha Begum, 56, of Domer upazila in Nilphamari came to meet her brothers and sisters, all living in the neighbouring country. "I talked with them face to face. Though it was for a while, I'm happy... very happy," she said. [767, 360, 942, 460]
paragraph: The US official as part of his two-nation tour arrived in India yesterday and will stay there until Wednesday. [0, 1664, 181, 1721]
paragraph: Related documents and the statement of the APS will be handed over to the Anti-Corruption Commission and that the ministry will extend all-out help to the ACC, he told the press conference. [963, 782, 1141, 868]
paragraph: Last week, the power ministry decided that consumers who want uninterrupted power supply at their establishments will have to pay higher rates. [0, 914, 181, 985]
paragraph: Asking not to be named, a senior minister told The Daily Star, "If asked for opinion, I will say he should step down. Faced with such an allegation, I would have resigned immediately." [1149, 1431, 1328, 1517]
jump-line: FROM PAGE 1 [574, 532, 639, 544]
